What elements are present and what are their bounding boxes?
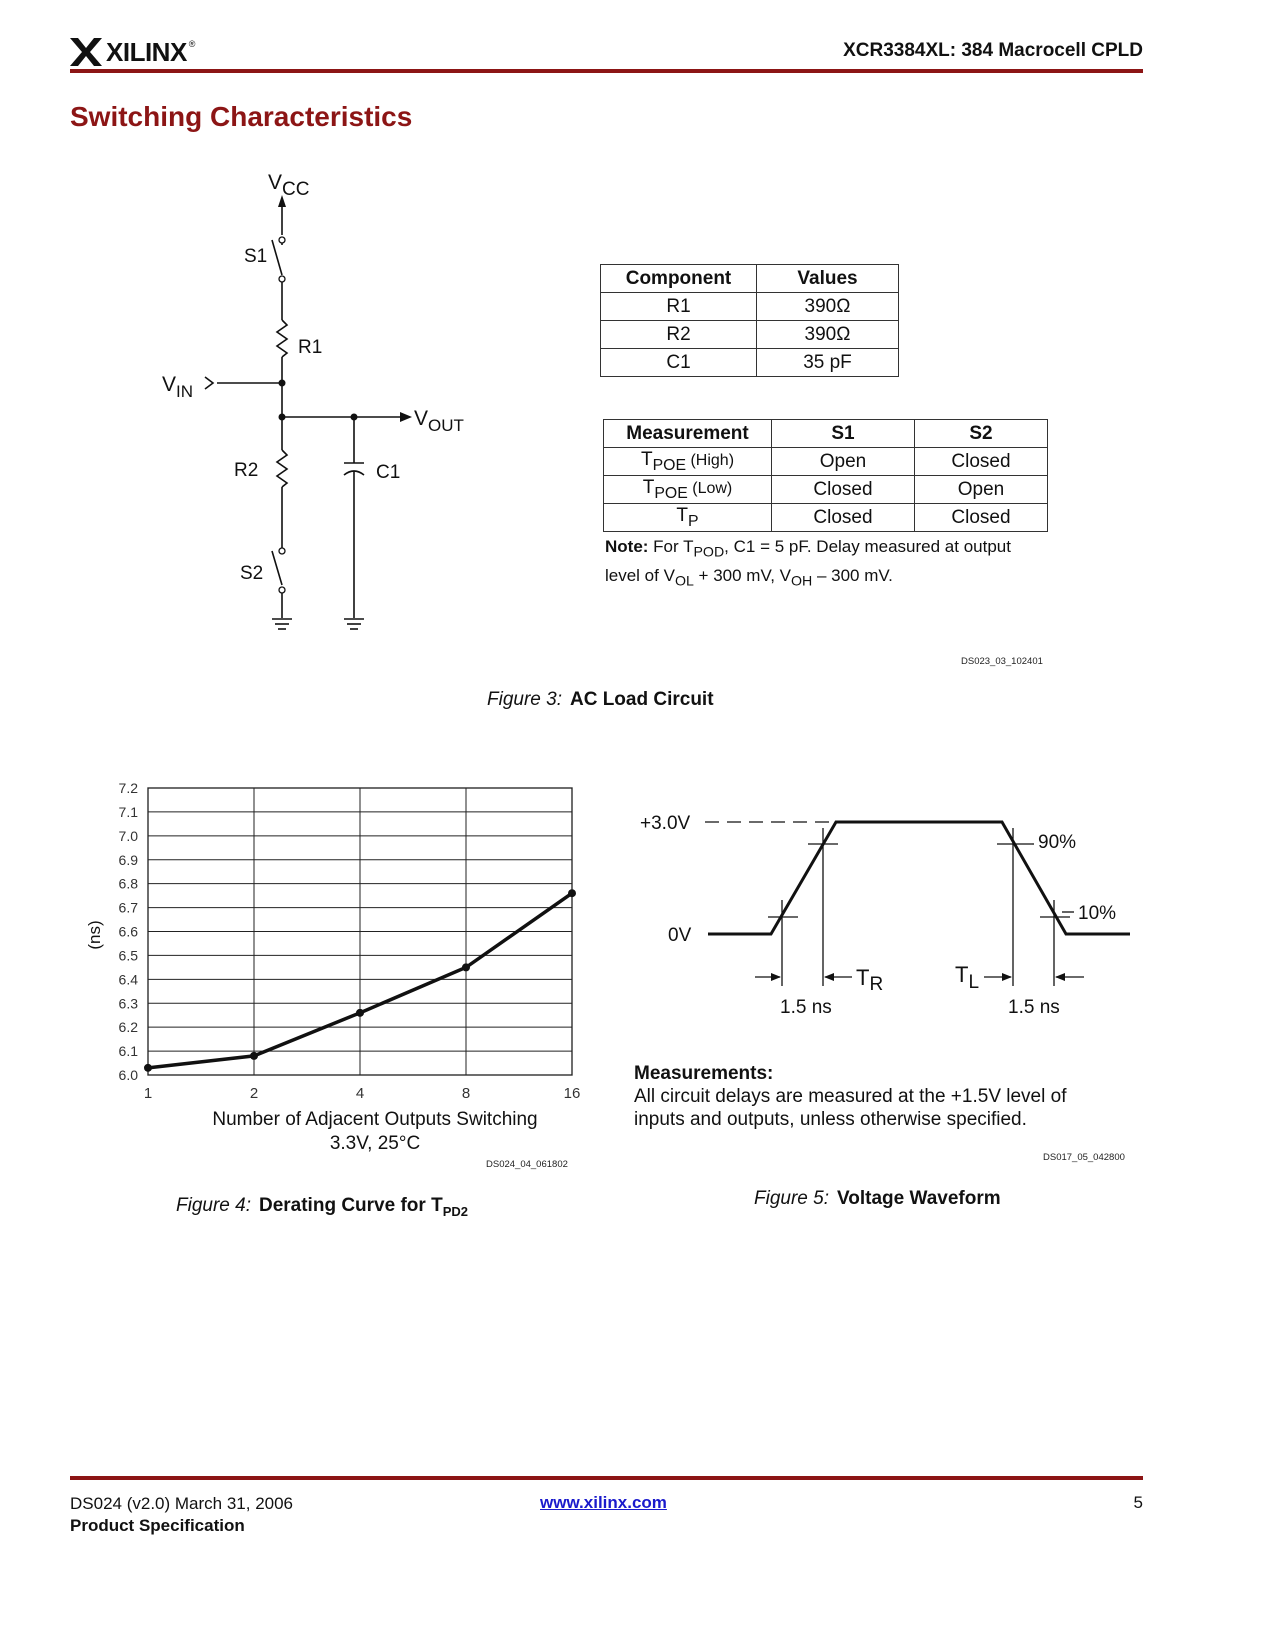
measurement-table bbox=[603, 419, 1048, 532]
data-point bbox=[250, 1052, 258, 1060]
table-cell: $T_P$ bbox=[604, 504, 772, 532]
footer-doc-id: DS024 (v2.0) March 31, 2006 bbox=[70, 1494, 294, 1513]
figure-code: DS017_05_042800 bbox=[1043, 1152, 1125, 1163]
figure-code: DS023_03_102401 bbox=[961, 656, 1043, 667]
svg-text:VIN bbox=[162, 373, 193, 401]
measurements-body: All circuit delays are measured at the +1.5V level of inputs and outputs, unless otherwise specified. bbox=[634, 1086, 1067, 1130]
table-row bbox=[604, 448, 1048, 476]
table-cell: Closed bbox=[772, 504, 915, 532]
v-low-label: 0V bbox=[668, 925, 692, 946]
table-cell: R1 bbox=[601, 293, 757, 321]
section-title: Switching Characteristics bbox=[70, 101, 413, 132]
p90-label: 90% bbox=[1038, 832, 1077, 853]
table-header-row bbox=[601, 265, 899, 293]
x-axis-sublabel: 3.3V, 25°C bbox=[329, 1133, 421, 1154]
svg-text:TR bbox=[856, 965, 883, 995]
table-cell: R2 bbox=[601, 321, 757, 349]
y-tick-label: 6.1 bbox=[118, 1043, 138, 1060]
svg-text:VOUT bbox=[414, 407, 464, 435]
table-row bbox=[601, 321, 899, 349]
y-tick-label: 6.9 bbox=[118, 851, 138, 868]
vcc-label: V bbox=[268, 171, 283, 194]
x-tick-label: 2 bbox=[249, 1085, 259, 1102]
table-cell: 35 pF bbox=[757, 349, 899, 377]
tr-time-label: 1.5 ns bbox=[780, 997, 832, 1018]
data-point bbox=[356, 1009, 364, 1017]
table-cell: C1 bbox=[601, 349, 757, 377]
registered-mark: ® bbox=[188, 39, 196, 49]
document-title: XCR3384XL: 384 Macrocell CPLD bbox=[843, 40, 1143, 61]
r2-label: R2 bbox=[234, 460, 259, 481]
table-cell: Open bbox=[915, 476, 1048, 504]
tl-time-label: 1.5 ns bbox=[1008, 997, 1060, 1018]
derating-chart bbox=[75, 770, 595, 1170]
x-tick-label: 8 bbox=[461, 1085, 471, 1102]
svg-text:TL bbox=[955, 962, 979, 993]
svg-text:VCC bbox=[268, 171, 309, 200]
y-tick-label: 6.2 bbox=[118, 1019, 138, 1036]
y-axis-label: (ns) bbox=[85, 920, 104, 950]
data-point bbox=[462, 963, 470, 971]
vout-label: V bbox=[414, 407, 429, 430]
column-header: Measurement bbox=[604, 420, 772, 448]
footer-doc-info bbox=[70, 1493, 293, 1537]
v-high-label: +3.0V bbox=[640, 813, 691, 834]
header-rule bbox=[70, 69, 1143, 73]
measurements-note bbox=[634, 1062, 1104, 1131]
vin-label: V bbox=[162, 373, 177, 396]
y-tick-label: 6.0 bbox=[118, 1067, 138, 1083]
y-tick-label: 6.7 bbox=[118, 899, 138, 916]
figure-5-caption: Figure 5: Voltage Waveform bbox=[754, 1188, 1001, 1209]
x-tick-label: 16 bbox=[563, 1085, 581, 1102]
s1-label: S1 bbox=[244, 246, 268, 267]
tr-sub: R bbox=[869, 974, 884, 995]
table-row bbox=[601, 293, 899, 321]
table-row bbox=[601, 349, 899, 377]
table-header-row bbox=[604, 420, 1048, 448]
r1-label: R1 bbox=[298, 337, 323, 358]
footer-rule bbox=[70, 1476, 1143, 1480]
component-table bbox=[600, 264, 899, 377]
column-header: S2 bbox=[915, 420, 1048, 448]
vin-sub: IN bbox=[176, 382, 194, 401]
voltage-waveform bbox=[630, 800, 1140, 1030]
y-tick-label: 7.2 bbox=[118, 780, 138, 796]
tr-label: T bbox=[856, 965, 870, 990]
x-tick-label: 4 bbox=[355, 1085, 365, 1102]
ac-load-circuit bbox=[150, 165, 490, 635]
tl-label: T bbox=[955, 962, 969, 987]
y-tick-label: 7.0 bbox=[118, 827, 138, 844]
column-header: Component bbox=[601, 265, 757, 293]
y-tick-label: 6.4 bbox=[118, 971, 138, 988]
column-header: S1 bbox=[772, 420, 915, 448]
table-note: Note: For $T_{POD}$, C1 = 5 pF. Delay measured at output level of $V_{OL} + 300$ mV, $V_{OH} - 300$ mV. bbox=[605, 537, 1011, 590]
xilinx-logo-icon bbox=[70, 38, 102, 66]
data-point bbox=[144, 1064, 152, 1072]
logo-text: XILINX bbox=[106, 36, 187, 67]
measurements-title: Measurements: bbox=[634, 1063, 774, 1084]
y-tick-label: 7.1 bbox=[118, 803, 138, 820]
table-cell: 390Ω bbox=[757, 293, 899, 321]
footer-website-link[interactable]: www.xilinx.com bbox=[540, 1493, 667, 1512]
p10-label: 10% bbox=[1078, 903, 1117, 924]
figure-code: DS024_04_061802 bbox=[486, 1159, 568, 1170]
y-tick-label: 6.6 bbox=[118, 923, 138, 940]
table-cell: Closed bbox=[772, 476, 915, 504]
figure-3-caption: Figure 3: AC Load Circuit bbox=[487, 689, 714, 710]
y-tick-label: 6.3 bbox=[118, 995, 138, 1012]
table-cell: $T_{POE}$ (Low) bbox=[604, 476, 772, 504]
data-point bbox=[568, 889, 576, 897]
vcc-sub: CC bbox=[282, 179, 310, 200]
figure-4-caption: Figure 4: Derating Curve for $T_{PD2}$ bbox=[176, 1195, 468, 1219]
table-row bbox=[604, 504, 1048, 532]
s2-label: S2 bbox=[240, 563, 264, 584]
column-header: Values bbox=[757, 265, 899, 293]
y-tick-label: 6.5 bbox=[118, 947, 138, 964]
table-cell: Closed bbox=[915, 448, 1048, 476]
y-tick-label: 6.8 bbox=[118, 875, 138, 892]
page-number: 5 bbox=[1133, 1493, 1143, 1512]
x-tick-label: 1 bbox=[143, 1085, 153, 1102]
x-axis-label: Number of Adjacent Outputs Switching bbox=[212, 1109, 538, 1130]
xilinx-logo bbox=[70, 34, 195, 70]
table-cell: Closed bbox=[915, 504, 1048, 532]
footer-doc-type: Product Specification bbox=[70, 1516, 245, 1535]
table-cell: Open bbox=[772, 448, 915, 476]
tl-sub: L bbox=[968, 972, 980, 993]
table-row bbox=[604, 476, 1048, 504]
table-cell: $T_{POE}$ (High) bbox=[604, 448, 772, 476]
vout-sub: OUT bbox=[428, 416, 464, 435]
c1-label: C1 bbox=[376, 462, 401, 483]
table-cell: 390Ω bbox=[757, 321, 899, 349]
